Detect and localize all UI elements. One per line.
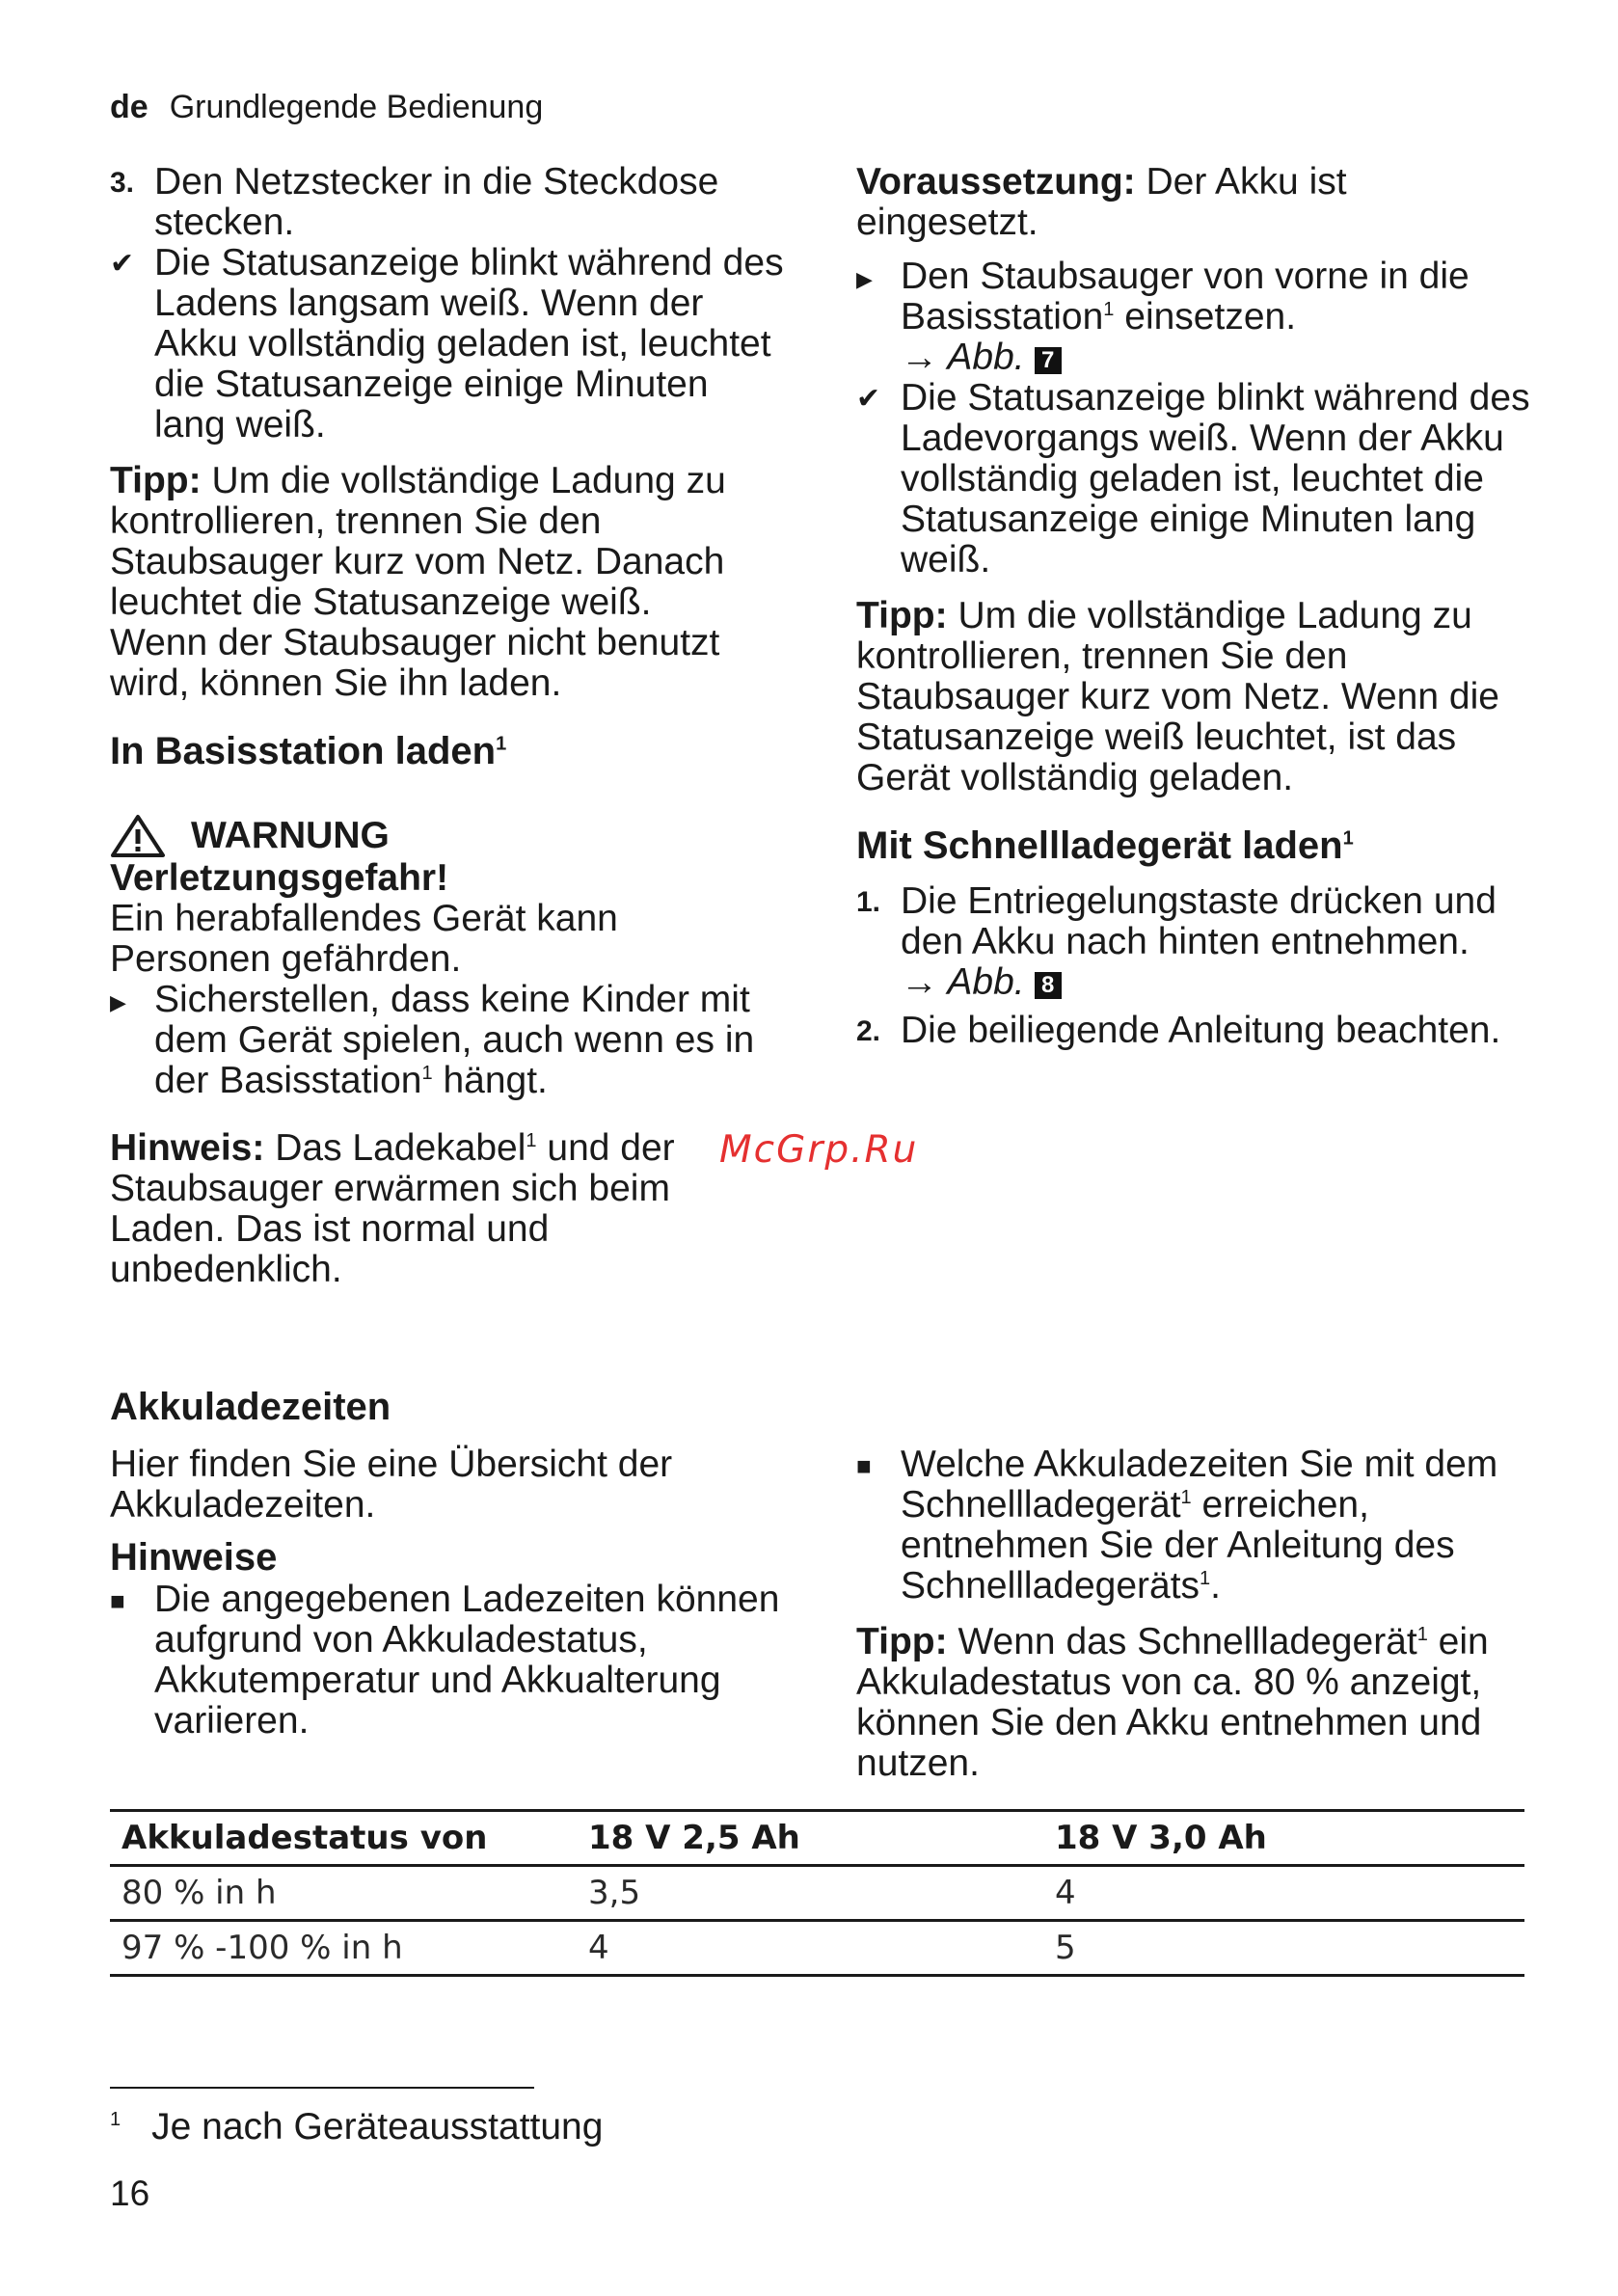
step-number: 3. — [110, 167, 135, 199]
tip-label: Tipp: — [856, 1621, 948, 1662]
left-column — [110, 162, 785, 1290]
warning-step-text-end: hängt. — [443, 1060, 548, 1101]
table-row — [110, 1921, 1524, 1976]
note-item — [856, 1445, 1531, 1607]
step-3 — [110, 162, 785, 243]
akku-right — [856, 1445, 1531, 1784]
warning-title: Verletzungsgefahr! — [110, 857, 449, 899]
column-header: Akkuladestatus von — [110, 1811, 577, 1866]
prerequisite — [856, 162, 1531, 243]
page-number: 16 — [110, 2174, 150, 2213]
footnote-ref: 1 — [1200, 1568, 1211, 1589]
column-header: 18 V 2,5 Ah — [577, 1811, 1043, 1866]
note-text: Die angegebenen Ladezeiten können aufgrund von Akkuladestatus, Akkutemperatur und Akkualterung variieren. — [154, 1579, 780, 1742]
warning-triangle-icon — [110, 814, 166, 858]
note-item — [110, 1580, 785, 1742]
note-text: Das Ladekabel — [275, 1127, 526, 1169]
tip-paragraph — [856, 1622, 1531, 1784]
tip-paragraph — [856, 596, 1531, 798]
warning-text: Ein herabfallendes Gerät kann Personen gefährden. — [110, 898, 618, 980]
tip-text: Um die vollständige Ladung zu kontrollieren, trennen Sie den Staubsauger kurz vom Netz. Danach leuchtet die Statusanzeige weiß. — [110, 460, 726, 623]
note-text-end: . — [1210, 1565, 1222, 1607]
section-heading-fast — [856, 824, 1531, 868]
result-text: Die Statusanzeige blinkt während des Ladevorgangs weiß. Wenn der Akku vollständig geladen ist, leuchtet die Statusanzeige einige Minuten lang weiß. — [901, 377, 1530, 581]
result-text: Die Statusanzeige blinkt während des Ladens langsam weiß. Wenn der Akku vollständig geladen ist, leuchtet die Statusanzeige einige Minuten lang weiß. — [154, 242, 784, 446]
tip-label: Tipp: — [856, 595, 948, 636]
result-item — [110, 243, 785, 446]
akku-intro: Hier finden Sie eine Übersicht der Akkuladezeiten. — [110, 1444, 673, 1526]
step-text: Den Netzstecker in die Steckdose stecken. — [154, 161, 719, 243]
warning-header — [110, 814, 785, 858]
square-bullet-icon: ■ — [856, 1451, 872, 1480]
footnote — [110, 2106, 603, 2148]
footnote-ref: 1 — [496, 733, 507, 755]
square-bullet-icon: ■ — [110, 1586, 125, 1615]
step-text: Die beiliegende Anleitung beachten. — [901, 1010, 1501, 1051]
tip-text: Wenn das Schnellladegerät — [957, 1621, 1417, 1662]
step-number: 2. — [856, 1015, 881, 1047]
heading-text: In Basisstation laden — [110, 730, 497, 772]
prereq-label: Voraussetzung: — [856, 161, 1136, 203]
footnote-ref: 1 — [1103, 299, 1115, 320]
language-code: de — [110, 89, 148, 125]
tip-text: Um die vollständige Ladung zu kontrollieren, trennen Sie den Staubsauger kurz vom Netz. Wenn die Statusanzeige weiß leuchtet, ist das Gerät vollständig geladen. — [856, 595, 1499, 798]
triangle-bullet-icon: ▶ — [856, 267, 873, 291]
table-cell: 5 — [1043, 1921, 1524, 1976]
figure-number-box: 7 — [1035, 347, 1062, 374]
column-header: 18 V 3,0 Ah — [1043, 1811, 1524, 1866]
tip-paragraph-2: Wenn der Staubsauger nicht benutzt wird, können Sie ihn laden. — [110, 622, 720, 704]
note-text: Welche Akkuladezeiten Sie mit dem Schnellladegerät — [901, 1444, 1498, 1526]
charge-time-table — [110, 1809, 1524, 1977]
table-row — [110, 1866, 1524, 1921]
fast-step-1 — [856, 881, 1531, 1003]
figure-number-box: 8 — [1035, 972, 1062, 999]
footnote-divider — [110, 2087, 534, 2089]
footnote-ref: 1 — [1416, 1624, 1428, 1645]
step-number: 1. — [856, 886, 881, 918]
result-item — [856, 378, 1531, 581]
step-text-end: einsetzen. — [1124, 296, 1297, 338]
heading-text: Mit Schnellladegerät laden — [856, 824, 1343, 867]
tip-text-end: ein Akkuladestatus von ca. 80 % anzeigt, können Sie den Akku entnehmen und nutzen. — [856, 1621, 1489, 1784]
warning-label: WARNUNG — [191, 815, 390, 856]
footnote-ref: 1 — [421, 1063, 433, 1084]
figure-ref — [901, 337, 1062, 378]
note-paragraph — [110, 1128, 785, 1290]
table-cell: 3,5 — [577, 1866, 1043, 1921]
page-header — [110, 89, 543, 126]
note-label: Hinweis: — [110, 1127, 265, 1169]
tip-label: Tipp: — [110, 460, 202, 501]
footnote-text: Je nach Geräteausstattung — [151, 2106, 604, 2147]
triangle-bullet-icon: ▶ — [110, 990, 126, 1014]
figure-ref — [901, 961, 1062, 1003]
insert-step — [856, 257, 1531, 378]
section-heading-akku: Akkuladezeiten — [110, 1386, 391, 1428]
section-heading-base — [110, 729, 785, 773]
fast-step-2 — [856, 1011, 1531, 1051]
footnote-ref: 1 — [1180, 1487, 1192, 1508]
table-cell: 4 — [1043, 1866, 1524, 1921]
table-cell: 80 % in h — [110, 1866, 577, 1921]
table-cell: 97 % -100 % in h — [110, 1921, 577, 1976]
step-text: Den Staubsauger von vorne in die Basisstation — [901, 256, 1470, 338]
watermark: McGrp.Ru — [719, 1128, 919, 1172]
footnote-ref: 1 — [526, 1130, 537, 1151]
note-text-mid: erreichen, entnehmen Sie der Anleitung des Schnellladegeräts — [901, 1484, 1455, 1607]
footnote-mark: 1 — [110, 2109, 121, 2130]
figure-ref-text: → Abb. — [901, 337, 1025, 378]
figure-ref-text: → Abb. — [901, 961, 1025, 1003]
footnote-ref: 1 — [1342, 827, 1354, 850]
warning-step — [110, 980, 785, 1101]
check-icon: ✔ — [856, 383, 881, 415]
warning-step-text: Sicherstellen, dass keine Kinder mit dem Gerät spielen, auch wenn es in der Basisstation — [154, 979, 755, 1101]
right-column — [856, 162, 1531, 1051]
notes-heading: Hinweise — [110, 1536, 278, 1579]
table-header-row — [110, 1811, 1524, 1866]
prereq-text: Der Akku ist eingesetzt. — [856, 161, 1347, 243]
note-text-end: und der Staubsauger erwärmen sich beim Laden. Das ist normal und unbedenklich. — [110, 1127, 675, 1290]
step-text: Die Entriegelungstaste drücken und den Akku nach hinten entnehmen. — [901, 880, 1497, 962]
check-icon: ✔ — [110, 248, 135, 280]
tip-paragraph — [110, 461, 785, 623]
section-title: Grundlegende Bedienung — [169, 89, 544, 125]
akku-left — [110, 1445, 785, 1742]
table-cell: 4 — [577, 1921, 1043, 1976]
